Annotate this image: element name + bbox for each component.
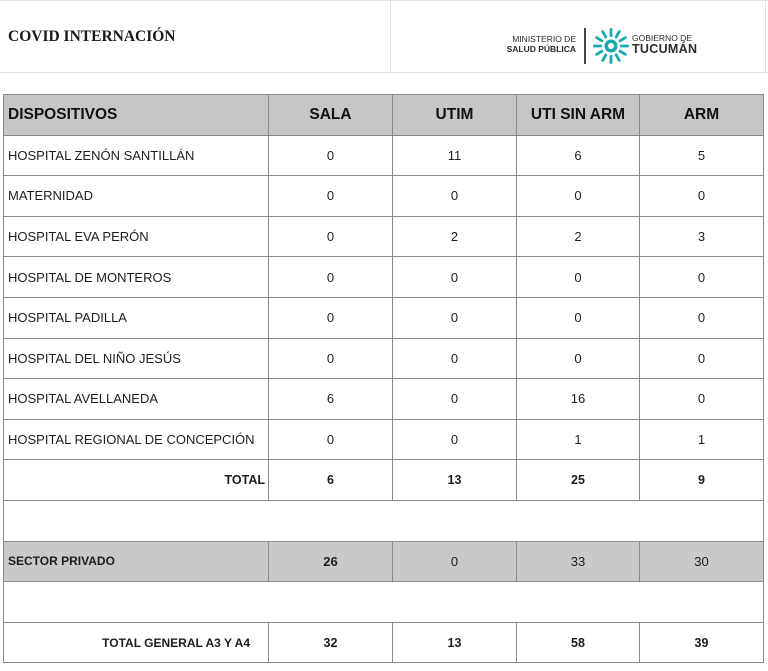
hospital-name: HOSPITAL REGIONAL DE CONCEPCIÓN [4, 419, 269, 460]
cell-uti-sin-arm: 0 [517, 338, 640, 379]
page-title: COVID INTERNACIÓN [8, 28, 176, 45]
table-row [4, 338, 764, 379]
cell-utim: 11 [393, 135, 517, 176]
cell-sala: 0 [269, 338, 393, 379]
cell-arm: 0 [640, 176, 764, 217]
header-utim: UTIM [393, 95, 517, 136]
table-row [4, 419, 764, 460]
cell-uti-sin-arm: 16 [517, 379, 640, 420]
ministry-line-1: MINISTERIO DE [512, 34, 576, 44]
table-row [4, 379, 764, 420]
hospital-name: HOSPITAL DEL NIÑO JESÚS [4, 338, 269, 379]
header-sala: SALA [269, 95, 393, 136]
sheet-gridline [390, 0, 391, 72]
ministry-line-2: SALUD PÚBLICA [506, 44, 576, 54]
private-sala: 26 [269, 541, 393, 582]
header-dispositivos: DISPOSITIVOS [4, 95, 269, 136]
cell-arm: 0 [640, 379, 764, 420]
table-row [4, 297, 764, 338]
table-header-row [4, 95, 764, 136]
internacion-table [3, 94, 764, 663]
grand-total-arm: 39 [640, 622, 764, 663]
government-label [632, 33, 697, 55]
header-arm: ARM [640, 95, 764, 136]
cell-arm: 0 [640, 297, 764, 338]
private-utim: 0 [393, 541, 517, 582]
government-line-2: TUCUMÁN [632, 42, 698, 56]
total-arm: 9 [640, 460, 764, 501]
cell-utim: 2 [393, 216, 517, 257]
sun-emblem-icon [592, 27, 630, 65]
cell-sala: 0 [269, 135, 393, 176]
cell-sala: 0 [269, 216, 393, 257]
cell-utim: 0 [393, 379, 517, 420]
grand-total-sala: 32 [269, 622, 393, 663]
grand-total-label: TOTAL GENERAL A3 Y A4 [4, 622, 269, 663]
cell-utim: 0 [393, 176, 517, 217]
cell-arm: 0 [640, 338, 764, 379]
table-row [4, 176, 764, 217]
private-sector-label: SECTOR PRIVADO [4, 541, 269, 582]
cell-utim: 0 [393, 257, 517, 298]
ministry-label [507, 34, 576, 54]
private-arm: 30 [640, 541, 764, 582]
cell-arm: 5 [640, 135, 764, 176]
cell-uti-sin-arm: 6 [517, 135, 640, 176]
cell-sala: 0 [269, 176, 393, 217]
hospital-name: MATERNIDAD [4, 176, 269, 217]
total-uti-sin-arm: 25 [517, 460, 640, 501]
private-sector-row [4, 541, 764, 582]
header-uti-sin-arm: UTI SIN ARM [517, 95, 640, 136]
table-row [4, 257, 764, 298]
logo [498, 26, 708, 66]
hospital-name: HOSPITAL DE MONTEROS [4, 257, 269, 298]
sheet-gridline [0, 72, 768, 73]
spacer-row [4, 500, 764, 541]
cell-utim: 0 [393, 338, 517, 379]
grand-total-row [4, 622, 764, 663]
cell-sala: 6 [269, 379, 393, 420]
total-utim: 13 [393, 460, 517, 501]
cell-uti-sin-arm: 0 [517, 257, 640, 298]
table-row [4, 216, 764, 257]
hospital-name: HOSPITAL EVA PERÓN [4, 216, 269, 257]
government-line-1: GOBIERNO DE [632, 33, 692, 43]
hospital-name: HOSPITAL ZENÓN SANTILLÁN [4, 135, 269, 176]
cell-uti-sin-arm: 0 [517, 176, 640, 217]
total-row [4, 460, 764, 501]
cell-utim: 0 [393, 297, 517, 338]
table-row [4, 135, 764, 176]
grand-total-uti-sin-arm: 58 [517, 622, 640, 663]
cell-arm: 3 [640, 216, 764, 257]
sheet-gridline [765, 0, 766, 72]
total-sala: 6 [269, 460, 393, 501]
logo-separator [584, 28, 586, 64]
cell-uti-sin-arm: 1 [517, 419, 640, 460]
cell-uti-sin-arm: 2 [517, 216, 640, 257]
cell-sala: 0 [269, 257, 393, 298]
cell-arm: 0 [640, 257, 764, 298]
total-label: TOTAL [4, 460, 269, 501]
cell-sala: 0 [269, 419, 393, 460]
cell-sala: 0 [269, 297, 393, 338]
hospital-name: HOSPITAL PADILLA [4, 297, 269, 338]
private-uti-sin-arm: 33 [517, 541, 640, 582]
grand-total-utim: 13 [393, 622, 517, 663]
cell-uti-sin-arm: 0 [517, 297, 640, 338]
cell-utim: 0 [393, 419, 517, 460]
spacer-row [4, 582, 764, 623]
hospital-name: HOSPITAL AVELLANEDA [4, 379, 269, 420]
cell-arm: 1 [640, 419, 764, 460]
